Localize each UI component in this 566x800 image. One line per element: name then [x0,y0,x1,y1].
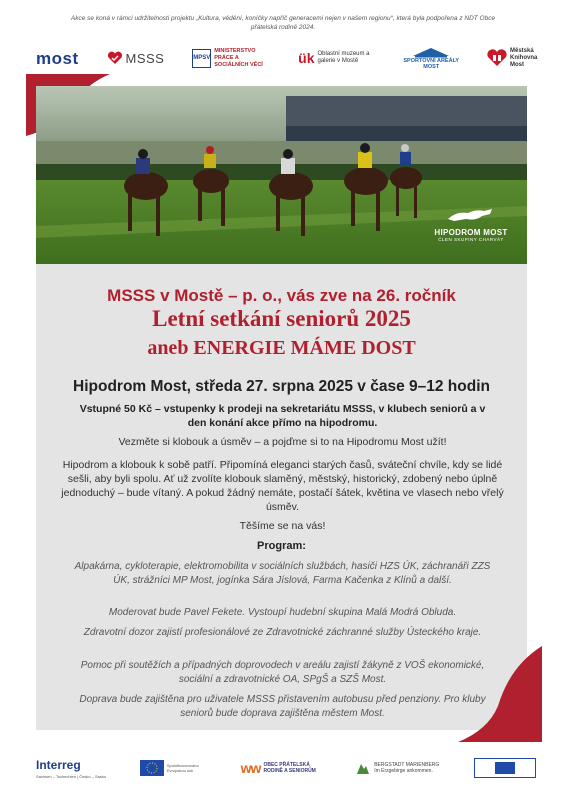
hipodrom-logo [429,207,513,242]
logo-marienberg [355,760,440,776]
mpsv-label: MINISTERSTVO PRÁCE A SOCIÁLNÍCH VĚCÍ [214,47,263,68]
horse-race-photo [36,86,527,264]
obec-label: OBEC PŘÁTELSKÁ RODINĚ A SENIORŮM [263,762,316,774]
museum-label: Oblastní muzeum a galerie v Mostě [317,51,370,64]
partner-logos-footer [36,748,536,788]
paragraph-hat: Hipodrom a klobouk k sobě patří. Připomíná eleganci starých časů, sváteční chvíle, kdy se lidé sešli, aby byli spolu. Ať už zvolíte klobouk slaměný, městský, historický, zdobený nebo úplně jednoduchý – bude vítaný. A pokud žádný nemáte, postačí šátek, květina ve vlasech nebo vřelý úsměv. [61,459,504,513]
program-item: Alpakárna, cykloterapie, elektromobilita v sociálních službách, hasiči HZS ÚK, záchranáři ZZS ÚK, strážníci MP Most, jogínka Sára Jíslová, Farma Kačenka z Klínů a další. [74,561,491,586]
interreg-sub: Sachsen – Tschechien | Česko – Sasko [36,773,107,779]
program-item: Pomoc při soutěžích a případných doprovodech v areálu zajistí žákyně z VOŠ ekonomické, sociální a zdravotnické OA, SPgŠ a SZŠ Most. [80,660,485,685]
logo-most [36,48,79,68]
obec-mark-icon: ww [240,760,261,776]
marienberg-label: BERGSTADT MARIENBERG Im Erzgebirge ankommen. [374,762,440,774]
stadium-icon [411,46,451,58]
library-icon [487,49,507,67]
library-label: Městská Knihovna Most [510,47,538,68]
logo-eu [140,760,207,776]
headline-line3: aneb ENERGIE MÁME DOST [147,337,416,359]
horse-icon [446,207,496,223]
headline-line2: Letní setkání seniorů 2025 [152,306,411,331]
logo-msss [107,51,165,65]
eu-label: Spolufinancováno Evropskou unií [166,763,199,773]
sport-sub: MOST [423,64,440,70]
logo-sport [403,46,459,70]
program-item: Zdravotní dozor zajistí profesionálové ze Zdravotnické záchranné služby Ústeckého kraje. [83,627,482,638]
interreg-wordmark: Interreg [36,757,81,772]
logo-eu-secondary [474,758,536,778]
heart-icon [107,51,123,65]
event-subheadline: Hipodrom Most, středa 27. srpna 2025 v čase 9–12 hodin [73,378,490,395]
eu-flag-icon [140,760,164,776]
msss-wordmark: MSSS [125,50,165,66]
logo-museum [298,51,375,65]
program-item: Moderovat bude Pavel Fekete. Vystoupí hudební skupina Malá Modrá Obluda. [108,607,457,618]
program-item: Doprava bude zajištěna pro uživatele MSSS přistavením autobusu před penziony. Pro kluby seniorů bude doprava zajištěna městem Most. [79,694,486,719]
hipodrom-name: HIPODROM MOST [434,228,508,237]
logo-mpsv [192,48,270,69]
logo-library [487,48,536,69]
program-heading: Program: [257,540,306,552]
logo-obec [241,762,322,774]
top-note: Akce se koná v rámci udržitelnosti projektu „Kultura, vědění, koníčky napříč generacemi nejen v našem regionu“, která byla podpořena z NDT Obce přátelská rodině 2024. [70,15,496,31]
entry-info: Vstupné 50 Kč – vstupenky k prodeji na sekretariátu MSSS, v klubech seniorů a v den konání akce přímo na hipodromu. [79,403,486,429]
most-wordmark: most [36,48,79,68]
marienberg-icon [355,760,371,776]
partner-logos-header [36,40,536,76]
paragraph-closing: Těšíme se na vás! [239,520,326,532]
headline-line1: MSSS v Mostě – p. o., vás zve na 26. ročník [107,286,456,305]
mpsv-emblem: MPSV [192,49,211,68]
logo-interreg [36,758,106,779]
eu-flag-small-icon [495,762,515,774]
sport-label: SPORTOVNÍ AREÁLY [403,58,460,64]
corner-decoration-bottom-right [458,646,542,742]
paragraph-invite: Vezměte si klobouk a úsměv – a pojďme si to na Hipodromu Most užít! [118,436,447,448]
uk-mark: ük [298,49,315,66]
hipodrom-sub: ČLEN SKUPINY CHARVÁT [438,237,504,242]
